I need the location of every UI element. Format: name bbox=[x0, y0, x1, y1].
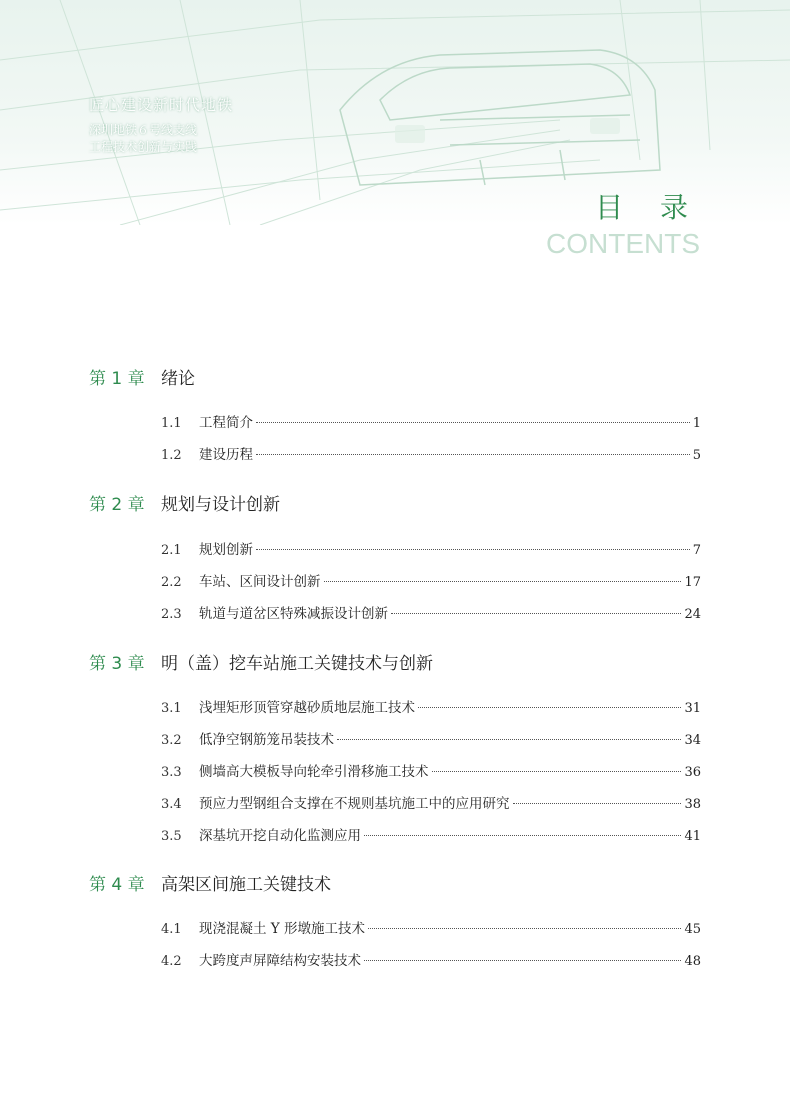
toc-title-english: CONTENTS bbox=[546, 228, 700, 259]
toc-entry-3-5[interactable] bbox=[161, 824, 701, 844]
entry-page: 17 bbox=[684, 575, 701, 590]
dot-leader bbox=[324, 581, 682, 582]
toc-entry-3-1[interactable] bbox=[161, 696, 701, 716]
entry-page: 31 bbox=[684, 701, 701, 716]
entry-title: 规划创新 bbox=[199, 542, 253, 558]
entry-number: 3.2 bbox=[161, 733, 182, 748]
entry-page: 48 bbox=[684, 954, 701, 969]
entry-title: 大跨度声屏障结构安装技术 bbox=[199, 953, 361, 969]
dot-leader bbox=[364, 835, 681, 836]
chapter-heading-3[interactable] bbox=[89, 649, 433, 674]
chapter-name: 规划与设计创新 bbox=[161, 495, 280, 515]
chapter-name: 明（盖）挖车站施工关键技术与创新 bbox=[161, 654, 433, 674]
chapter-name: 高架区间施工关键技术 bbox=[161, 875, 331, 895]
entry-title: 工程简介 bbox=[199, 415, 253, 431]
chapter-number: 第 2 章 bbox=[89, 495, 145, 515]
chapter-number: 第 1 章 bbox=[89, 369, 145, 389]
toc-entry-2-3[interactable] bbox=[161, 602, 701, 622]
dot-leader bbox=[256, 549, 690, 550]
toc-entry-1-2[interactable] bbox=[161, 443, 701, 463]
entry-number: 1.2 bbox=[161, 448, 182, 463]
entry-number: 3.3 bbox=[161, 765, 182, 780]
toc-title: 目 录 bbox=[595, 191, 702, 224]
dot-leader bbox=[513, 803, 682, 804]
entry-number: 3.4 bbox=[161, 797, 182, 812]
entry-page: 38 bbox=[684, 797, 701, 812]
entry-number: 2.3 bbox=[161, 607, 182, 622]
dot-leader bbox=[364, 960, 681, 961]
series-subtitle-line1: 深圳地铁６号线支线 bbox=[89, 123, 198, 137]
dot-leader bbox=[391, 613, 681, 614]
dot-leader bbox=[368, 928, 681, 929]
dot-leader bbox=[256, 454, 690, 455]
entry-number: 1.1 bbox=[161, 416, 182, 431]
entry-number: 4.1 bbox=[161, 922, 182, 937]
entry-title: 车站、区间设计创新 bbox=[199, 574, 321, 590]
entry-number: 2.1 bbox=[161, 543, 182, 558]
chapter-number: 第 4 章 bbox=[89, 875, 145, 895]
chapter-heading-4[interactable] bbox=[89, 870, 331, 895]
entry-page: 34 bbox=[684, 733, 701, 748]
entry-page: 45 bbox=[684, 922, 701, 937]
entry-title: 预应力型钢组合支撑在不规则基坑施工中的应用研究 bbox=[199, 796, 510, 812]
series-title: 匠心建设新时代地铁 bbox=[89, 96, 234, 114]
entry-title: 轨道与道岔区特殊减振设计创新 bbox=[199, 606, 388, 622]
dot-leader bbox=[432, 771, 682, 772]
chapter-heading-2[interactable] bbox=[89, 490, 280, 515]
toc-entry-3-3[interactable] bbox=[161, 760, 701, 780]
entry-number: 3.1 bbox=[161, 701, 182, 716]
entry-page: 1 bbox=[692, 416, 701, 431]
entry-page: 41 bbox=[684, 829, 701, 844]
entry-page: 36 bbox=[684, 765, 701, 780]
entry-page: 24 bbox=[684, 607, 701, 622]
entry-page: 7 bbox=[692, 543, 701, 558]
entry-title: 深基坑开挖自动化监测应用 bbox=[199, 828, 361, 844]
entry-title: 侧墙高大模板导向轮牵引滑移施工技术 bbox=[199, 764, 429, 780]
toc-entry-3-2[interactable] bbox=[161, 728, 701, 748]
entry-number: 2.2 bbox=[161, 575, 182, 590]
toc-entry-4-2[interactable] bbox=[161, 949, 701, 969]
entry-number: 3.5 bbox=[161, 829, 182, 844]
entry-title: 建设历程 bbox=[199, 447, 253, 463]
toc-entry-3-4[interactable] bbox=[161, 792, 701, 812]
entry-title: 低净空钢筋笼吊装技术 bbox=[199, 732, 334, 748]
dot-leader bbox=[418, 707, 681, 708]
series-subtitle-line2: 工程技术创新与实践 bbox=[89, 140, 198, 154]
toc-entry-1-1[interactable] bbox=[161, 411, 701, 431]
chapter-heading-1[interactable] bbox=[89, 364, 195, 389]
entry-page: 5 bbox=[692, 448, 701, 463]
toc-entry-2-1[interactable] bbox=[161, 538, 701, 558]
toc-entry-4-1[interactable] bbox=[161, 917, 701, 937]
entry-number: 4.2 bbox=[161, 954, 182, 969]
entry-title: 现浇混凝土 Y 形墩施工技术 bbox=[199, 921, 365, 937]
dot-leader bbox=[256, 422, 690, 423]
dot-leader bbox=[337, 739, 681, 740]
chapter-number: 第 3 章 bbox=[89, 654, 145, 674]
entry-title: 浅埋矩形顶管穿越砂质地层施工技术 bbox=[199, 700, 415, 716]
toc-entry-2-2[interactable] bbox=[161, 570, 701, 590]
chapter-name: 绪论 bbox=[161, 369, 195, 389]
